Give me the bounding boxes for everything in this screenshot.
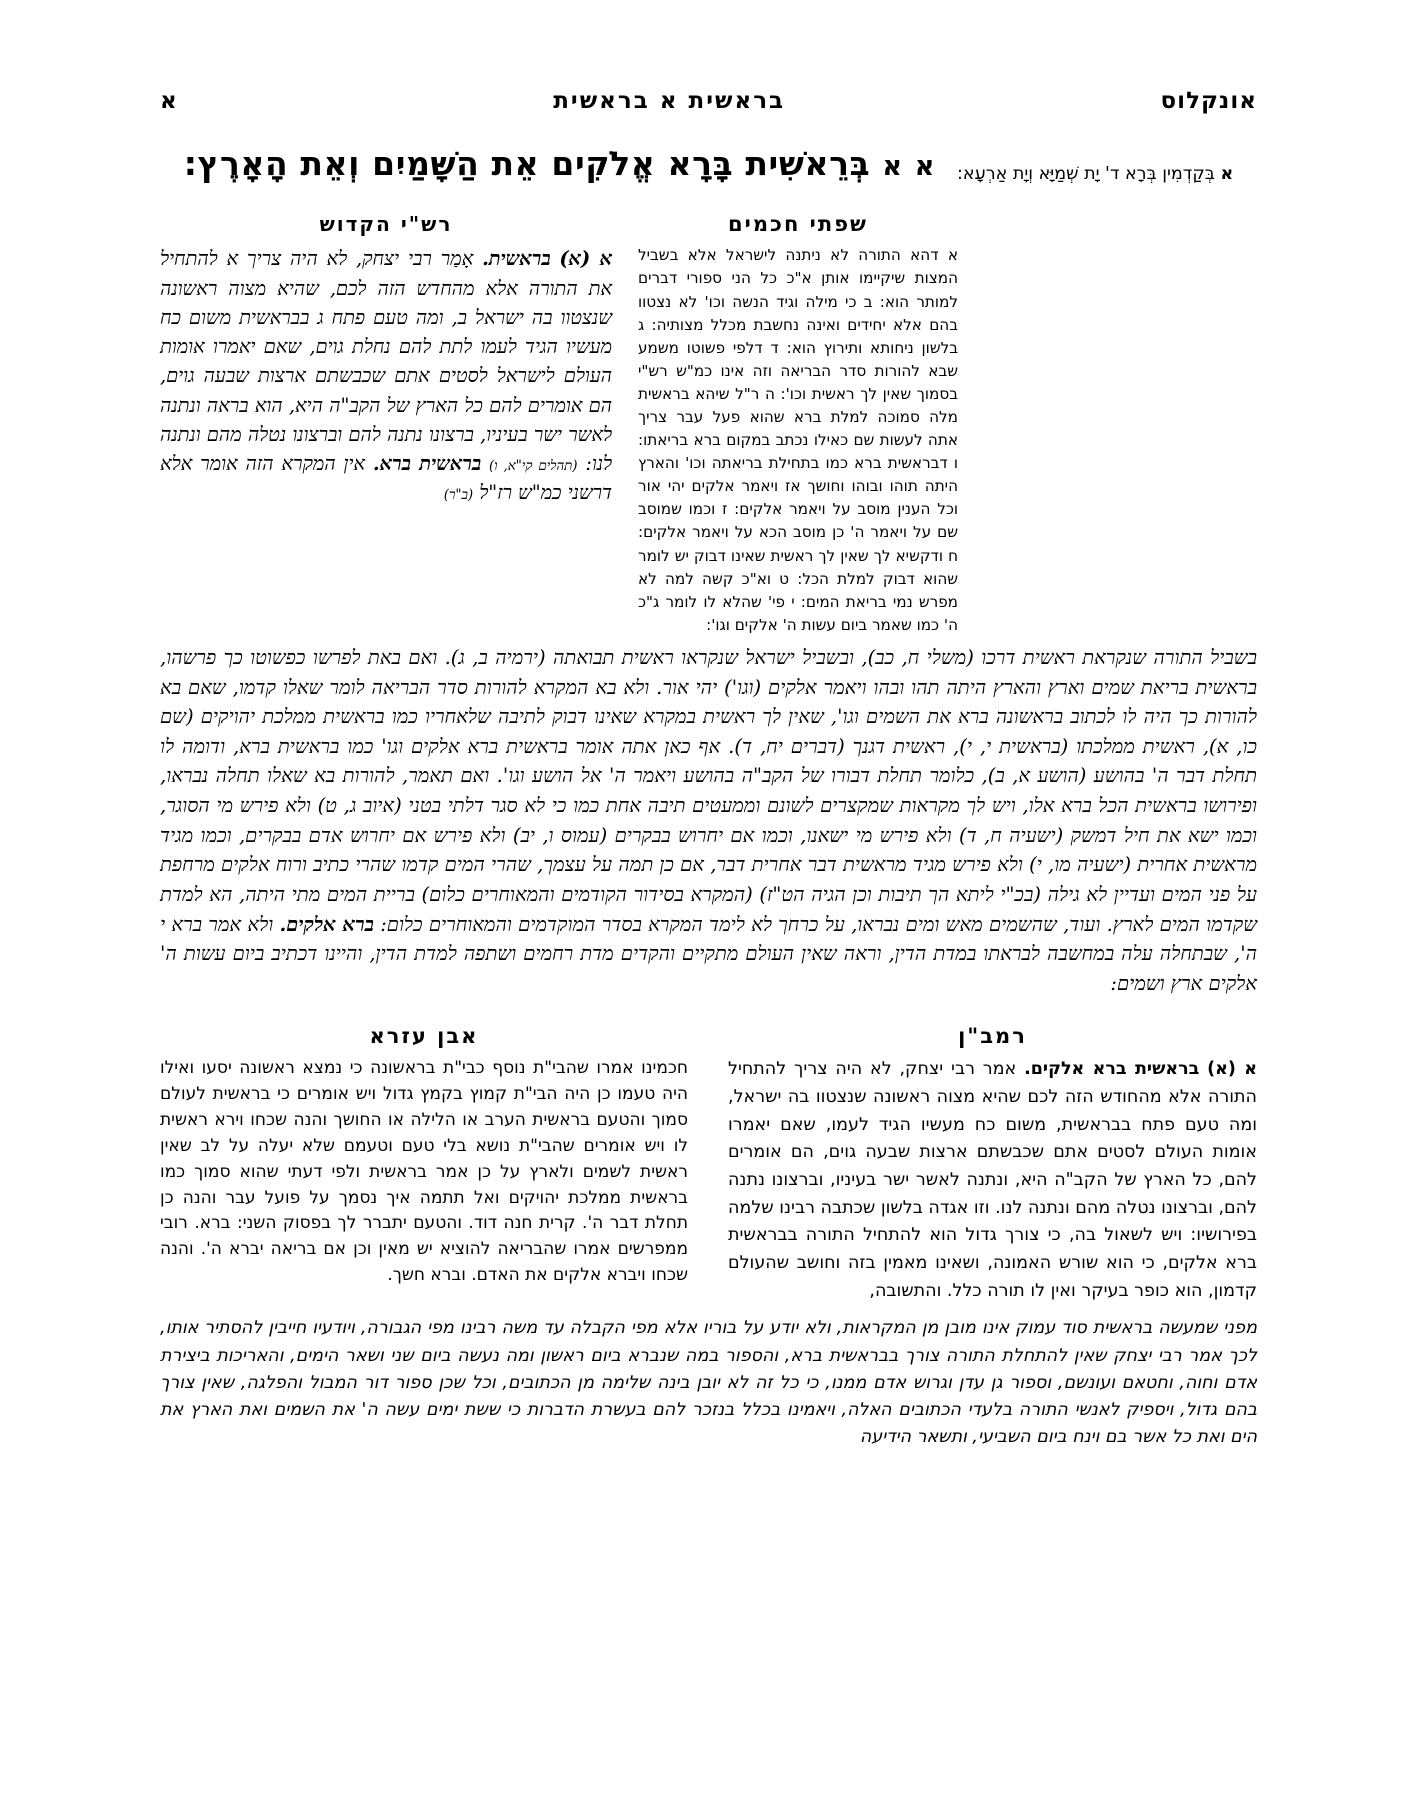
rashi-body-upper: אָמַר רבי יצחק, לא היה צריך א להתחיל את התורה אלא מהחדש הזה לכם, שהיא מצוה ראשונה שנצטוו בה ישראל ב, ומה טעם פתח ג בבראשית משום כח מעשיו הגיד לעמו לתת להם נחלת גוים, שאם יאמרו אומות העולם לישראל לסטים אתם שכבשתם ארצות שבעה גוים, הם אומרים להם כל הארץ של הקב"ה היא, הוא בראה ונתנה לאשר ישר בעיניו, ברצונו נתנה להם וברצונו נטלה מהם ונתנה לנו:	[160, 247, 612, 476]
ramban-text	[728, 1056, 1257, 1305]
commentary-band-upper	[160, 212, 1257, 637]
rashi-heading: רש"י הקדוש	[319, 212, 453, 237]
running-head	[160, 88, 1257, 114]
folio-mark: א	[160, 88, 178, 114]
ramban-column	[728, 1024, 1257, 1305]
targum-verse-number: א	[1220, 164, 1234, 184]
ramban-verse-mark: א (א)	[1207, 1059, 1257, 1080]
ibn-ezra-heading: אבן עזרא	[369, 1024, 479, 1049]
rashi-text-upper	[160, 244, 612, 507]
targum-onkelos-text	[957, 142, 1257, 188]
rashi-source-ref-2: (ב"ר)	[443, 487, 474, 504]
rashi-source-ref-1: (תהלים קי"א, ו)	[488, 458, 578, 475]
rashi-verse-mark: א (א)	[559, 247, 612, 271]
ibn-ezra-column	[160, 1024, 688, 1305]
running-head-center: בראשית א בראשית	[553, 88, 786, 114]
ramban-body: אמר רבי יצחק, לא היה צריך להתחיל התורה אלא מהחודש הזה לכם שהיא מצוה ראשונה שנצטוו בה ישראל, ומה טעם פתח בבראשית, משום כח מעשיו הגיד לעמו, שאם יאמרו אומות העולם לסטים אתם שכבשתם ארצות שבעה גוים, הם אומרים להם, כל הארץ של הקב"ה היא, ונתנה לאשר ישר בעיניו, וברצונו נתנה להם, וברצונו נטלה מהם ונתנה לנו. וזו אגדה בלשון שכתבה רבינו שלמה בפירושיו: ויש לשאול בה, כי צורך גדול הוא להתחיל התורה בבראשית ברא אלקים, כי הוא שורש האמונה, ושאינו מאמין בזה וחושב שהעולם קדמון, הוא כופר בעיקר ואין לו תורה כלל. והתשובה,	[728, 1059, 1257, 1301]
scripture-text: בְּרֵאשִׁית בָּרָא אֱלֹקִים אֵת הַשָּׁמַיִם וְאֵת הָאָרֶץ:	[183, 144, 871, 183]
siftei-chachamim-column	[638, 212, 958, 637]
commentary-band-lower	[160, 1024, 1257, 1305]
scripture-chapter-number: א	[914, 151, 935, 182]
rashi-wide-body: בשביל התורה שנקראת ראשית דרכו (משלי ח, כב), ובשביל ישראל שנקראו ראשית תבואתה (ירמיה ב, ג). ואם באת לפרשו כפשוטו כך פרשהו, בראשית בריאת שמים וארץ והארץ היתה תהו ובהו ויאמר אלקים (וגו') יהי אור. ולא בא המקרא להורות סדר הבריאה לומר שאלו קדמו, שאם בא להורות כך היה לו לכתוב בראשונה ברא את השמים וגו', שאין לך ראשית במקרא שאינו דבוק לתיבה שלאחריו כמו בראשית ממלכת יהויקים (שם כו, א), ראשית ממלכתו (בראשית י, י), ראשית דגנך (דברים יח, ד). אף כאן אתה אומר בראשית ברא אלקים וגו' כמו בראשית ברא, ודומה לו תחלת דבר ה' בהושע (הושע א, ב), כלומר תחלת דבורו של הקב"ה בהושע ויאמר ה' אל הושע וגו'. ואם תאמר, להורות בא שאלו תחלה נבראו, ופירושו בראשית הכל ברא אלו, ויש לך מקראות שמקצרים לשונם וממעטים תיבה אחת כמו כי לא סגר דלתי בטני (איוב ג, ט) ולא פירש מי הסוגר, וכמו ישא את חיל דמשק (ישעיה ח, ד) ולא פירש מי ישאנו, וכמו אם יחרוש בבקרים (עמוס ו, יב) ולא פירש אם יחרוש אדם בבקרים, וכמו מגיד מראשית אחרית (ישעיה מו, י) ולא פירש מגיד מראשית דבר אחרית דבר, אם כן תמה על עצמך, שהרי המים קדמו שהרי כתיב ורוח אלקים מרחפת על פני המים ועדיין לא גילה (בכ"י ליתא הך תיבות וכן הגיה הט"ז) (המקרא בסידור הקודמים והמאוחרים כלום) בריית המים מתי היתה, הא למדת שקדמו המים לארץ. ועוד, שהשמים מאש ומים נבראו, על כרחך לא לימד המקרא בסדר המוקדמים והמאוחרים כלום:	[160, 645, 1257, 936]
ramban-heading: רמב"ן	[958, 1024, 1027, 1049]
siftei-chachamim-text: א דהא התורה לא ניתנה לישראל אלא בשביל המצות שיקיימו אותן א"כ כל הני ספורי דברים למותר הוא: ב כי מילה וגיד הנשה וכו' לא נצטוו בהם אלא יחידים ואינה נחשבת מכלל מצותיה: ג בלשון ניחותא ותירוץ הוא: ד דלפי פשוטו משמע שבא להורות סדר הבריאה וזה אינו כמ"ש רש"י בסמוך שאין לך ראשית וכו': ה ר"ל שיהא בראשית מלה סמוכה למלת ברא שהוא פעל עבר צריך אתה לעשות שם כאילו נכתב במקום ברא בריאתו: ו דבראשית ברא כמו בתחילת בריאתה וכו' והארץ היתה תוהו ובוהו וחושך אז ויאמר אלקים יהי אור וכל הענין מוסב על ויאמר אלקים: ז וכמו שמוסב שם על ויאמר ה' כן מוסב הכא על ויאמר אלקים: ח ודקשיא לך שאין לך ראשית שאינו דבוק יש לומר שהוא דבוק למלת הכל: ט וא"כ קשה למה לא מפרש נמי בריאת המים: י פי' שהלא לו לומר ג"כ ה' כמו שאמר ביום עשות ה' אלקים וגו':	[638, 246, 958, 634]
ibn-ezra-text: חכמינו אמרו שהבי"ת נוסף כבי"ת בראשונה כי נמצא ראשונה יסעו ואילו היה טעמו כן היה הבי"ת קמוץ בקמץ גדול ויש אומרים כי בראשית לעולם סמוך והטעם בראשית הערב או הלילה או החושך והנה שכחו וירא ראשית לו ויש אומרים שהבי"ת נושא בלי טעם וטעמם שלא יעלה על לב שאין ראשית לשמים ולארץ על כן אמר בראשית ולפי דעתי שהוא סמוך כמו בראשית ממלכת יהויקים ואל תתמה איך נסמך על פועל עבר והנה כן תחלת דבר ה'. קרית חנה דוד. והטעם יתברר לך בפסוק השני: ברא. רובי ממפרשים אמרו שהבריאה להוציא יש מאין וכן אם בריאה יברא ה'. והנה שכחו ויברא אלקים את האדם. וברא חשך.	[160, 1058, 688, 1286]
rashi-wide-tail: ולא אמר ברא י ה', שבתחלה עלה במחשבה לבראתו במדת הדין, וראה שאין העולם מתקיים והקדים מדת רחמים ושתפה למדת הדין, והיינו דכתיב ביום עשות ה' אלקים ארץ ושמים:	[160, 912, 1257, 995]
running-head-right: אונקלוס	[1160, 88, 1257, 114]
siftei-chachamim-heading: שפתי חכמים	[728, 212, 868, 237]
scripture-verse-number: א	[882, 151, 903, 182]
scripture-row	[160, 142, 1257, 188]
targum-body: בְּקַדְמִין בְּרָא ד' יָת שְׁמַיָּא וְיָת אַרְעָא:	[957, 164, 1215, 184]
ramban-text-wide: מפני שמעשה בראשית סוד עמוק אינו מובן מן המקראות, ולא יודע על בוריו אלא מפי הקבלה עד משה רבינו מפי הגבורה, ויודעיו חייבין להסתיר אותו, לכך אמר רבי יצחק שאין להתחלת התורה צורך בבראשית ברא, והספור במה שנברא ביום ראשון ומה נעשה ביום שני ושאר הימים, והאריכות ביצירת אדם וחוה, וחטאם ועונשם, וספור גן עדן וגרוש אדם ממנו, כי כל זה לא יובן בינה שלימה מן הכתובים, וכל שכן ספור דור המבול והפלגה, שאין צורך בהם גדול, ויספיק לאנשי התורה בלעדי הכתובים האלה, ויאמינו בכלל בנזכר להם בעשרת הדברות כי ששת ימים עשה ה' את השמים ואת הארץ את הים ואת כל אשר בם וינח ביום השביעי, ותשאר הידיעה	[160, 1318, 1257, 1448]
scripture-verse	[160, 142, 957, 187]
rashi-dibur-hamatchil: בראשית.	[482, 247, 551, 271]
rashi-column	[160, 212, 612, 637]
rashi-body-after-dibur-2: אין המקרא הזה אומר אלא דרשני כמ"ש רז"ל	[160, 452, 612, 505]
rashi-text-wide	[160, 643, 1257, 999]
rashi-dibur-hamatchil-2: בראשית ברא.	[372, 452, 482, 476]
rashi-wide-dibur: ברא אלקים.	[279, 912, 374, 936]
ramban-dibur-hamatchil: בראשית ברא אלקים.	[1024, 1059, 1200, 1080]
